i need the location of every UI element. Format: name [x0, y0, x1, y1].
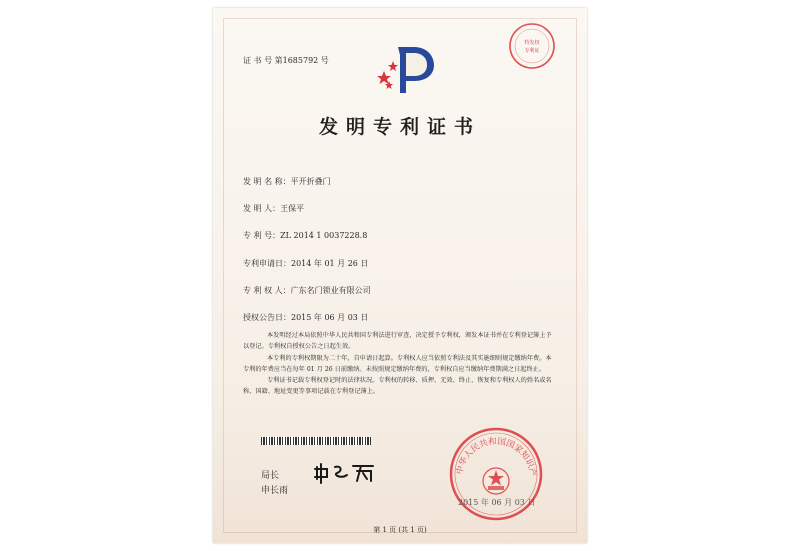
field-value: 广东名门锁业有限公司 [290, 286, 371, 295]
patent-certificate [213, 8, 587, 543]
svg-text:中华人民共和国国家知识产权局: 中华人民共和国国家知识产 [455, 436, 538, 478]
field-label: 专 利 权 人： [243, 286, 291, 295]
field-label: 授权公告日： [243, 313, 291, 322]
body-paragraph: 本发明经过本局依照中华人民共和国专利法进行审查，决定授予专利权，颁发本证书并在专利登记簿上予以登记。专利权自授权公告之日起生效。 [243, 332, 552, 351]
field-label: 发 明 名 称： [243, 177, 291, 186]
issue-date: 2015 年 06 月 03 日 [458, 498, 536, 507]
chief-title: 局长 [261, 471, 280, 481]
field-value: ZL 2014 1 0037228.8 [280, 231, 368, 240]
chief-name: 申长雨 [261, 486, 289, 496]
field-value: 2015 年 06 月 03 日 [291, 313, 369, 322]
certificate-number: 证 书 号 第1685792 号 [243, 56, 329, 65]
field-patent-number [243, 230, 367, 241]
field-invention-name [243, 176, 331, 187]
svg-text:特发权: 特发权 [524, 40, 540, 46]
barcode [261, 437, 371, 445]
field-value: 王保平 [280, 204, 305, 213]
big-red-seal [448, 426, 544, 526]
field-label: 专利申请日： [243, 259, 291, 268]
field-patentee [243, 285, 371, 296]
field-label: 发 明 人： [243, 204, 281, 213]
field-value: 平开折叠门 [290, 177, 331, 186]
page-number: 第 1 页 (共 1 页) [373, 526, 427, 534]
handwritten-signature [313, 461, 377, 489]
cnipa-logo [376, 43, 438, 99]
field-application-date [243, 258, 368, 269]
body-paragraph: 专利证书记载专利权登记时的法律状况。专利权的转移、质押、无效、终止、恢复和专利权人的姓名或名称、国籍、地址变更等事项记载在专利登记簿上。 [243, 377, 552, 396]
field-grant-date [243, 312, 368, 323]
field-label: 专 利 号： [243, 231, 281, 240]
field-inventor [243, 203, 304, 214]
body-paragraph: 本专利的专利权期限为二十年，自申请日起算。专利权人应当依照专利法及其实施细则规定缴纳年费。本专利的年费应当在每年 01 月 26 日前缴纳。未按照规定缴纳年费的，专利权自应当缴纳年费期满之日起终止。 [243, 354, 552, 373]
svg-text:专利证: 专利证 [524, 48, 540, 54]
certificate-title: 发明专利证书 [318, 116, 481, 138]
field-value: 2014 年 01 月 26 日 [291, 259, 369, 268]
certificate-body [243, 330, 555, 398]
small-seal-stamp [508, 22, 556, 74]
